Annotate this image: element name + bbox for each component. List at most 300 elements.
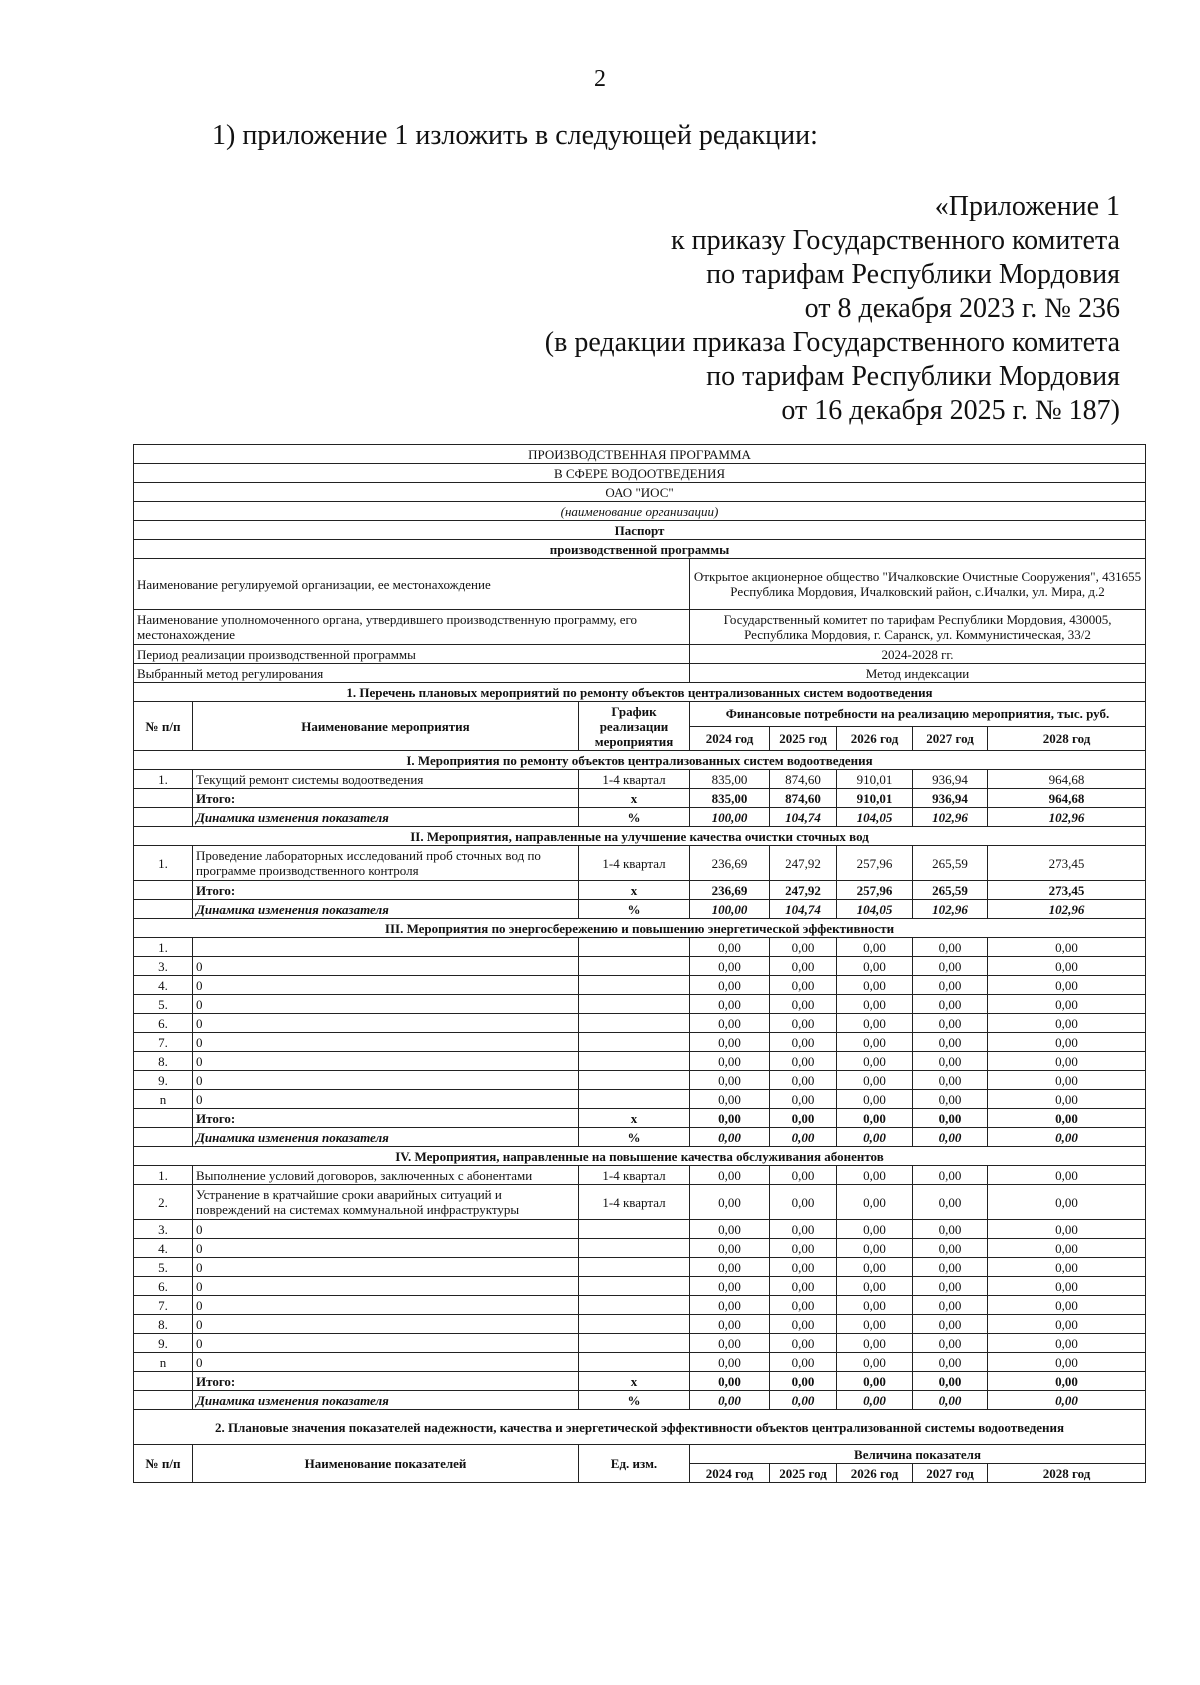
section2-header-num: № п/п [134, 1445, 193, 1483]
value-cell: 0,00 [770, 938, 837, 957]
value-cell: 0,00 [690, 1052, 770, 1071]
value-cell: 0,00 [988, 1334, 1146, 1353]
value-cell: 0,00 [913, 1391, 988, 1410]
row-number: 9. [134, 1071, 193, 1090]
value-cell: 0,00 [988, 1090, 1146, 1109]
row-schedule [579, 1052, 690, 1071]
header-schedule: График реализации мероприятия [579, 702, 690, 751]
value-cell: 0,00 [770, 1315, 837, 1334]
total-schedule: x [579, 1372, 690, 1391]
passport-title-row [134, 521, 1146, 540]
table-row [134, 1052, 1146, 1071]
value-cell: 0,00 [913, 1372, 988, 1391]
passport-row [134, 610, 1146, 645]
passport-label: Наименование уполномоченного органа, утвердившего производственную программу, его местонахождение [134, 610, 690, 645]
value-cell: 0,00 [690, 1296, 770, 1315]
value-cell: 0,00 [690, 1391, 770, 1410]
row-number: 8. [134, 1052, 193, 1071]
row-number: 1. [134, 938, 193, 957]
row-schedule [579, 1334, 690, 1353]
value-cell: 0,00 [913, 1128, 988, 1147]
value-cell: 102,96 [988, 900, 1146, 919]
value-cell: 0,00 [837, 1353, 913, 1372]
value-cell: 102,96 [913, 808, 988, 827]
value-cell: 0,00 [913, 1296, 988, 1315]
value-cell: 0,00 [988, 1220, 1146, 1239]
row-number: 4. [134, 976, 193, 995]
group-title-row [134, 751, 1146, 770]
row-number [134, 808, 193, 827]
value-cell: 0,00 [690, 1128, 770, 1147]
value-cell: 0,00 [770, 1220, 837, 1239]
value-cell: 0,00 [837, 1296, 913, 1315]
value-cell: 104,74 [770, 808, 837, 827]
value-cell: 0,00 [690, 1258, 770, 1277]
value-cell: 0,00 [988, 1109, 1146, 1128]
value-cell: 236,69 [690, 846, 770, 881]
passport-value: Метод индексации [690, 664, 1146, 683]
value-cell: 0,00 [837, 1239, 913, 1258]
row-number: 5. [134, 995, 193, 1014]
section2-header-year: 2024 год [690, 1464, 770, 1483]
value-cell: 273,45 [988, 846, 1146, 881]
value-cell: 0,00 [690, 1277, 770, 1296]
value-cell: 0,00 [988, 1277, 1146, 1296]
total-row [134, 1109, 1146, 1128]
passport-label: Период реализации производственной программы [134, 645, 690, 664]
row-number: 2. [134, 1185, 193, 1220]
value-cell: 0,00 [837, 1220, 913, 1239]
table-row [134, 1277, 1146, 1296]
value-cell: 0,00 [770, 1296, 837, 1315]
table-row [134, 1258, 1146, 1277]
value-cell: 0,00 [770, 1052, 837, 1071]
row-name: 0 [193, 1315, 579, 1334]
value-cell: 0,00 [913, 1315, 988, 1334]
value-cell: 0,00 [690, 1166, 770, 1185]
table-row [134, 1353, 1146, 1372]
row-name: Выполнение условий договоров, заключенных с абонентами [193, 1166, 579, 1185]
row-number [134, 1109, 193, 1128]
passport-row [134, 559, 1146, 610]
section-title-row [134, 683, 1146, 702]
dynamics-schedule: % [579, 900, 690, 919]
passport-row [134, 645, 1146, 664]
organization-caption-row [134, 502, 1146, 521]
value-cell: 964,68 [988, 789, 1146, 808]
program-title: ПРОИЗВОДСТВЕННАЯ ПРОГРАММА [134, 445, 1146, 464]
value-cell: 0,00 [988, 1239, 1146, 1258]
total-label: Итого: [193, 1372, 579, 1391]
passport-label: Выбранный метод регулирования [134, 664, 690, 683]
program-subtitle: В СФЕРЕ ВОДООТВЕДЕНИЯ [134, 464, 1146, 483]
dynamics-schedule: % [579, 1391, 690, 1410]
value-cell: 0,00 [837, 1014, 913, 1033]
row-name: 0 [193, 1353, 579, 1372]
section2-header-year: 2028 год [988, 1464, 1146, 1483]
value-cell: 257,96 [837, 881, 913, 900]
row-number [134, 881, 193, 900]
value-cell: 0,00 [913, 1052, 988, 1071]
passport-value: 2024-2028 гг. [690, 645, 1146, 664]
program-table [133, 444, 1146, 1483]
value-cell: 0,00 [988, 1052, 1146, 1071]
value-cell: 102,96 [988, 808, 1146, 827]
dynamics-schedule: % [579, 808, 690, 827]
value-cell: 0,00 [690, 995, 770, 1014]
row-schedule [579, 1277, 690, 1296]
table-row [134, 1166, 1146, 1185]
row-name: Текущий ремонт системы водоотведения [193, 770, 579, 789]
value-cell: 0,00 [988, 1258, 1146, 1277]
total-schedule: x [579, 881, 690, 900]
value-cell: 0,00 [770, 976, 837, 995]
row-name: Устранение в кратчайшие сроки аварийных ситуаций и повреждений на системах коммунальной инфраструктуры [193, 1185, 579, 1220]
total-label: Итого: [193, 789, 579, 808]
value-cell: 0,00 [913, 1071, 988, 1090]
row-name: 0 [193, 1239, 579, 1258]
value-cell: 0,00 [690, 938, 770, 957]
value-cell: 0,00 [913, 1090, 988, 1109]
program-title-row [134, 445, 1146, 464]
group-title: II. Мероприятия, направленные на улучшение качества очистки сточных вод [134, 827, 1146, 846]
value-cell: 0,00 [770, 1372, 837, 1391]
value-cell: 247,92 [770, 846, 837, 881]
value-cell: 0,00 [988, 1166, 1146, 1185]
value-cell: 0,00 [837, 1372, 913, 1391]
row-number: 3. [134, 957, 193, 976]
value-cell: 0,00 [770, 957, 837, 976]
header-year: 2026 год [837, 726, 913, 751]
row-name: 0 [193, 1071, 579, 1090]
row-schedule: 1-4 квартал [579, 1166, 690, 1185]
appendix-line: «Приложение 1 [934, 191, 1120, 222]
value-cell: 874,60 [770, 770, 837, 789]
value-cell: 910,01 [837, 789, 913, 808]
section-title: 1. Перечень плановых мероприятий по ремонту объектов централизованных систем водоотведения [134, 683, 1146, 702]
value-cell: 910,01 [837, 770, 913, 789]
header-year: 2027 год [913, 726, 988, 751]
value-cell: 104,05 [837, 900, 913, 919]
row-schedule [579, 1220, 690, 1239]
row-schedule: 1-4 квартал [579, 770, 690, 789]
row-schedule [579, 1071, 690, 1090]
row-schedule [579, 1258, 690, 1277]
row-name: Проведение лабораторных исследований проб сточных вод по программе производственного контроля [193, 846, 579, 881]
value-cell: 835,00 [690, 789, 770, 808]
value-cell: 0,00 [988, 938, 1146, 957]
value-cell: 0,00 [690, 1334, 770, 1353]
value-cell: 0,00 [913, 1334, 988, 1353]
group-title-row [134, 919, 1146, 938]
row-schedule [579, 1090, 690, 1109]
value-cell: 0,00 [837, 1166, 913, 1185]
row-number: 4. [134, 1239, 193, 1258]
program-table-wrapper [133, 444, 1145, 1483]
value-cell: 0,00 [913, 938, 988, 957]
group-title-row [134, 827, 1146, 846]
organization-name: ОАО "ИОС" [134, 483, 1146, 502]
value-cell: 936,94 [913, 770, 988, 789]
value-cell: 0,00 [690, 976, 770, 995]
total-row [134, 1372, 1146, 1391]
value-cell: 0,00 [837, 1258, 913, 1277]
value-cell: 0,00 [690, 1315, 770, 1334]
appendix-line: от 8 декабря 2023 г. № 236 [804, 293, 1120, 324]
dynamics-row [134, 808, 1146, 827]
value-cell: 0,00 [837, 1033, 913, 1052]
row-name: 0 [193, 1052, 579, 1071]
value-cell: 0,00 [690, 957, 770, 976]
value-cell: 0,00 [690, 1239, 770, 1258]
passport-label: Наименование регулируемой организации, ее местонахождение [134, 559, 690, 610]
value-cell: 265,59 [913, 881, 988, 900]
value-cell: 0,00 [988, 1185, 1146, 1220]
value-cell: 0,00 [770, 1128, 837, 1147]
appendix-line: по тарифам Республики Мордовия [706, 361, 1120, 392]
dynamics-label: Динамика изменения показателя [193, 1391, 579, 1410]
table-row [134, 995, 1146, 1014]
table-row [134, 1014, 1146, 1033]
row-schedule: 1-4 квартал [579, 846, 690, 881]
value-cell: 0,00 [690, 1185, 770, 1220]
row-number: 1. [134, 770, 193, 789]
table-row [134, 846, 1146, 881]
value-cell: 0,00 [690, 1372, 770, 1391]
value-cell: 0,00 [770, 1109, 837, 1128]
organization-caption: (наименование организации) [134, 502, 1146, 521]
value-cell: 0,00 [988, 1128, 1146, 1147]
dynamics-row [134, 1128, 1146, 1147]
passport-value: Открытое акционерное общество "Ичалковские Очистные Сооружения", 431655 Республика Мордовия, Ичалковский район, с.Ичалки, ул. Мира, д.2 [690, 559, 1146, 610]
dynamics-schedule: % [579, 1128, 690, 1147]
value-cell: 0,00 [837, 1391, 913, 1410]
value-cell: 936,94 [913, 789, 988, 808]
value-cell: 0,00 [988, 995, 1146, 1014]
value-cell: 0,00 [770, 1166, 837, 1185]
total-row [134, 881, 1146, 900]
value-cell: 0,00 [770, 1277, 837, 1296]
group-title: IV. Мероприятия, направленные на повышение качества обслуживания абонентов [134, 1147, 1146, 1166]
intro-text: 1) приложение 1 изложить в следующей редакции: [212, 120, 818, 151]
value-cell: 0,00 [913, 1220, 988, 1239]
value-cell: 0,00 [988, 1296, 1146, 1315]
appendix-header [545, 190, 1120, 428]
value-cell: 0,00 [770, 1239, 837, 1258]
row-number [134, 900, 193, 919]
row-name: 0 [193, 1334, 579, 1353]
row-number: n [134, 1090, 193, 1109]
value-cell: 0,00 [770, 1258, 837, 1277]
value-cell: 0,00 [837, 995, 913, 1014]
row-schedule: 1-4 квартал [579, 1185, 690, 1220]
value-cell: 0,00 [837, 1277, 913, 1296]
value-cell: 0,00 [690, 1071, 770, 1090]
value-cell: 0,00 [770, 1353, 837, 1372]
dynamics-label: Динамика изменения показателя [193, 808, 579, 827]
row-number: 9. [134, 1334, 193, 1353]
row-schedule [579, 1296, 690, 1315]
value-cell: 0,00 [770, 1391, 837, 1410]
row-name: 0 [193, 1296, 579, 1315]
value-cell: 0,00 [690, 1353, 770, 1372]
row-schedule [579, 1239, 690, 1258]
page-number: 2 [594, 66, 606, 92]
value-cell: 0,00 [913, 1109, 988, 1128]
section2-header-year: 2027 год [913, 1464, 988, 1483]
table-row [134, 1033, 1146, 1052]
table-row [134, 1185, 1146, 1220]
value-cell: 0,00 [837, 1334, 913, 1353]
value-cell: 0,00 [913, 1277, 988, 1296]
row-number [134, 1391, 193, 1410]
value-cell: 0,00 [837, 957, 913, 976]
passport-subtitle: производственной программы [134, 540, 1146, 559]
table-row [134, 938, 1146, 957]
value-cell: 104,74 [770, 900, 837, 919]
value-cell: 0,00 [913, 1166, 988, 1185]
value-cell: 0,00 [913, 1014, 988, 1033]
value-cell: 0,00 [770, 1071, 837, 1090]
row-schedule [579, 957, 690, 976]
value-cell: 0,00 [837, 1315, 913, 1334]
value-cell: 0,00 [770, 1334, 837, 1353]
row-name: 0 [193, 1277, 579, 1296]
value-cell: 0,00 [837, 1128, 913, 1147]
value-cell: 0,00 [913, 1258, 988, 1277]
value-cell: 100,00 [690, 808, 770, 827]
section2-header-unit: Ед. изм. [579, 1445, 690, 1483]
row-name: 0 [193, 995, 579, 1014]
value-cell: 0,00 [913, 957, 988, 976]
table-row [134, 1239, 1146, 1258]
value-cell: 273,45 [988, 881, 1146, 900]
section2-header-row [134, 1445, 1146, 1464]
value-cell: 0,00 [913, 1185, 988, 1220]
appendix-line: к приказу Государственного комитета [671, 225, 1120, 256]
value-cell: 0,00 [913, 976, 988, 995]
header-finance: Финансовые потребности на реализацию мероприятия, тыс. руб. [690, 702, 1146, 727]
dynamics-label: Динамика изменения показателя [193, 1128, 579, 1147]
value-cell: 0,00 [988, 1353, 1146, 1372]
value-cell: 104,05 [837, 808, 913, 827]
value-cell: 0,00 [913, 1239, 988, 1258]
header-year: 2028 год [988, 726, 1146, 751]
value-cell: 0,00 [690, 1109, 770, 1128]
row-name [193, 938, 579, 957]
row-number: 6. [134, 1277, 193, 1296]
row-schedule [579, 1033, 690, 1052]
value-cell: 0,00 [913, 1353, 988, 1372]
value-cell: 0,00 [988, 1033, 1146, 1052]
value-cell: 874,60 [770, 789, 837, 808]
column-header-row [134, 702, 1146, 727]
total-label: Итого: [193, 1109, 579, 1128]
value-cell: 0,00 [690, 1033, 770, 1052]
passport-subtitle-row [134, 540, 1146, 559]
row-name: 0 [193, 1220, 579, 1239]
row-number [134, 1128, 193, 1147]
passport-value: Государственный комитет по тарифам Республики Мордовия, 430005, Республика Мордовия, г. Саранск, ул. Коммунистическая, 33/2 [690, 610, 1146, 645]
value-cell: 0,00 [690, 1014, 770, 1033]
header-name: Наименование мероприятия [193, 702, 579, 751]
table-row [134, 957, 1146, 976]
value-cell: 247,92 [770, 881, 837, 900]
value-cell: 0,00 [988, 1315, 1146, 1334]
value-cell: 0,00 [837, 1090, 913, 1109]
row-number: n [134, 1353, 193, 1372]
appendix-line: по тарифам Республики Мордовия [706, 259, 1120, 290]
value-cell: 0,00 [770, 1014, 837, 1033]
value-cell: 0,00 [988, 976, 1146, 995]
value-cell: 0,00 [770, 995, 837, 1014]
row-name: 0 [193, 1258, 579, 1277]
passport-row [134, 664, 1146, 683]
row-number: 5. [134, 1258, 193, 1277]
section2-title: 2. Плановые значения показателей надежности, качества и энергетической эффективности объектов централизованной системы водоотведения [134, 1410, 1146, 1445]
value-cell: 0,00 [988, 1014, 1146, 1033]
value-cell: 0,00 [913, 1033, 988, 1052]
section2-header-year: 2026 год [837, 1464, 913, 1483]
row-number: 8. [134, 1315, 193, 1334]
table-row [134, 1090, 1146, 1109]
value-cell: 0,00 [837, 1185, 913, 1220]
value-cell: 102,96 [913, 900, 988, 919]
table-row [134, 1220, 1146, 1239]
organization-name-row [134, 483, 1146, 502]
row-name: 0 [193, 1090, 579, 1109]
group-title-row [134, 1147, 1146, 1166]
dynamics-row [134, 900, 1146, 919]
dynamics-row [134, 1391, 1146, 1410]
row-name: 0 [193, 976, 579, 995]
program-subtitle-row [134, 464, 1146, 483]
row-schedule [579, 995, 690, 1014]
table-row [134, 1334, 1146, 1353]
row-schedule [579, 1315, 690, 1334]
appendix-line: (в редакции приказа Государственного комитета [544, 327, 1120, 358]
appendix-line: от 16 декабря 2025 г. № 187) [781, 395, 1120, 426]
value-cell: 236,69 [690, 881, 770, 900]
total-schedule: x [579, 1109, 690, 1128]
value-cell: 835,00 [690, 770, 770, 789]
row-number: 7. [134, 1296, 193, 1315]
row-number: 7. [134, 1033, 193, 1052]
row-name: 0 [193, 1014, 579, 1033]
total-schedule: x [579, 789, 690, 808]
table-row [134, 1315, 1146, 1334]
total-row [134, 789, 1146, 808]
passport-title: Паспорт [134, 521, 1146, 540]
section2-header-year: 2025 год [770, 1464, 837, 1483]
value-cell: 0,00 [988, 1391, 1146, 1410]
row-schedule [579, 976, 690, 995]
value-cell: 0,00 [988, 957, 1146, 976]
value-cell: 0,00 [770, 1090, 837, 1109]
row-number: 6. [134, 1014, 193, 1033]
dynamics-label: Динамика изменения показателя [193, 900, 579, 919]
header-year: 2025 год [770, 726, 837, 751]
table-row [134, 1071, 1146, 1090]
value-cell: 0,00 [770, 1185, 837, 1220]
row-schedule [579, 938, 690, 957]
row-number: 1. [134, 1166, 193, 1185]
header-year: 2024 год [690, 726, 770, 751]
value-cell: 0,00 [690, 1220, 770, 1239]
row-number [134, 1372, 193, 1391]
row-name: 0 [193, 957, 579, 976]
group-title: I. Мероприятия по ремонту объектов централизованных систем водоотведения [134, 751, 1146, 770]
